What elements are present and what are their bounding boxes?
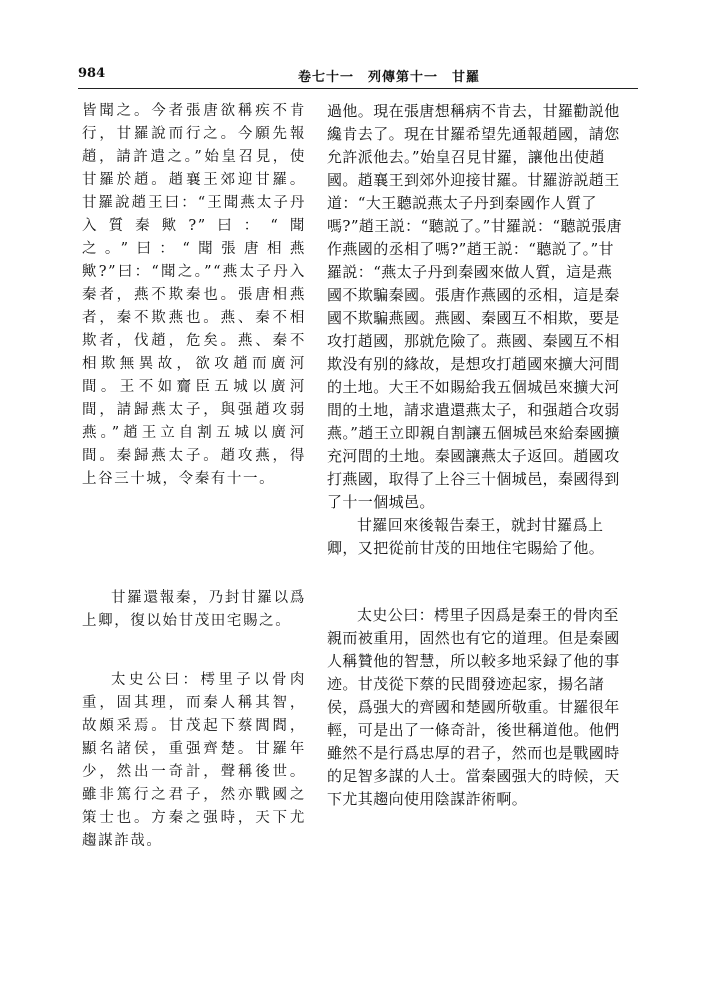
classical-paragraph-2: 甘羅還報秦，乃封甘羅以爲上卿，復以始甘茂田宅賜之。	[82, 590, 306, 629]
translation-paragraph-2: 甘羅回來後報告秦王，就封甘羅爲上卿，又把從前甘茂的田地住宅賜給了他。	[327, 516, 605, 557]
translation-column	[327, 100, 623, 833]
classical-paragraph-1: 皆聞之。今者張唐欲稱疾不肯行，甘羅說而行之。今願先報趙，請許遣之。”始皇召見，使甘羅於趙。趙襄王郊迎甘羅。甘羅說趙王曰：“王聞燕太子丹入質秦歟?”曰：“聞之。”曰：“聞張唐相燕歟?”曰：“聞之。”“燕太子丹入秦者，燕不欺秦也。張唐相燕者，秦不欺燕也。燕、秦不相欺者，伐趙，危矣。燕、秦不相欺無異故，欲攻趙而廣河間。王不如齎臣五城以廣河間，請歸燕太子，與强趙攻弱燕。”趙王立自割五城以廣河間。秦歸燕太子。趙攻燕，得上谷三十城，令秦有十一。	[82, 103, 306, 487]
page-header	[78, 66, 638, 86]
header-rule	[78, 88, 638, 89]
page-number: 984	[78, 66, 106, 81]
translation-paragraph-1: 過他。現在張唐想稱病不肯去，甘羅勸説他纔肯去了。現在甘羅希望先通報趙國，請您允許派他去。”始皇召見甘羅，讓他出使趙國。趙襄王到郊外迎接甘羅。甘羅游説趙王道：“大王聽説燕太子丹到秦國作人質了嗎?”趙王説：“聽説了。”甘羅説：“聽説張唐作燕國的丞相了嗎?”趙王説：“聽説了。”甘羅説：“燕太子丹到秦國來做人質，這是燕國不欺騙秦國。張唐作燕國的丞相，這是秦國不欺騙燕國。燕國、秦國互不相欺，要是攻打趙國，那就危險了。燕國、秦國互不相欺没有别的緣故，是想攻打趙國來擴大河間的土地。大王不如賜給我五個城邑來擴大河間的土地，請求遣還燕太子，和强趙合攻弱燕。”趙王立即親自割讓五個城邑來給秦國擴充河間的土地。秦國讓燕太子返回。趙國攻打燕國，取得了上谷三十個城邑，秦國得到了十一個城邑。	[327, 102, 623, 511]
classical-paragraph-3: 太史公曰：樗里子以骨肉重，固其理，而秦人稱其智，故頗采焉。甘茂起下蔡閭閻，顯名諸侯，重强齊楚。甘羅年少，然出一奇計，聲稱後世。雖非篤行之君子，然亦戰國之策士也。方秦之强時，天下尤趨謀詐哉。	[82, 672, 306, 849]
classical-text-column	[82, 100, 306, 875]
running-title: 卷七十一 列傳第十一 甘羅	[298, 70, 481, 85]
translation-paragraph-3: 太史公曰：樗里子因爲是秦王的骨肉至親而被重用，固然也有它的道理。但是秦國人稱贊他的智慧，所以較多地采録了他的事迹。甘茂從下蔡的民間發迹起家，揚名諸侯，爲强大的齊國和楚國所敬重。甘羅很年輕，可是出了一條奇計，後世稱道他。他們雖然不是行爲忠厚的君子，然而也是戰國時的足智多謀的人士。當秦國强大的時候，天下尤其趨向使用陰謀詐術啊。	[327, 606, 620, 808]
